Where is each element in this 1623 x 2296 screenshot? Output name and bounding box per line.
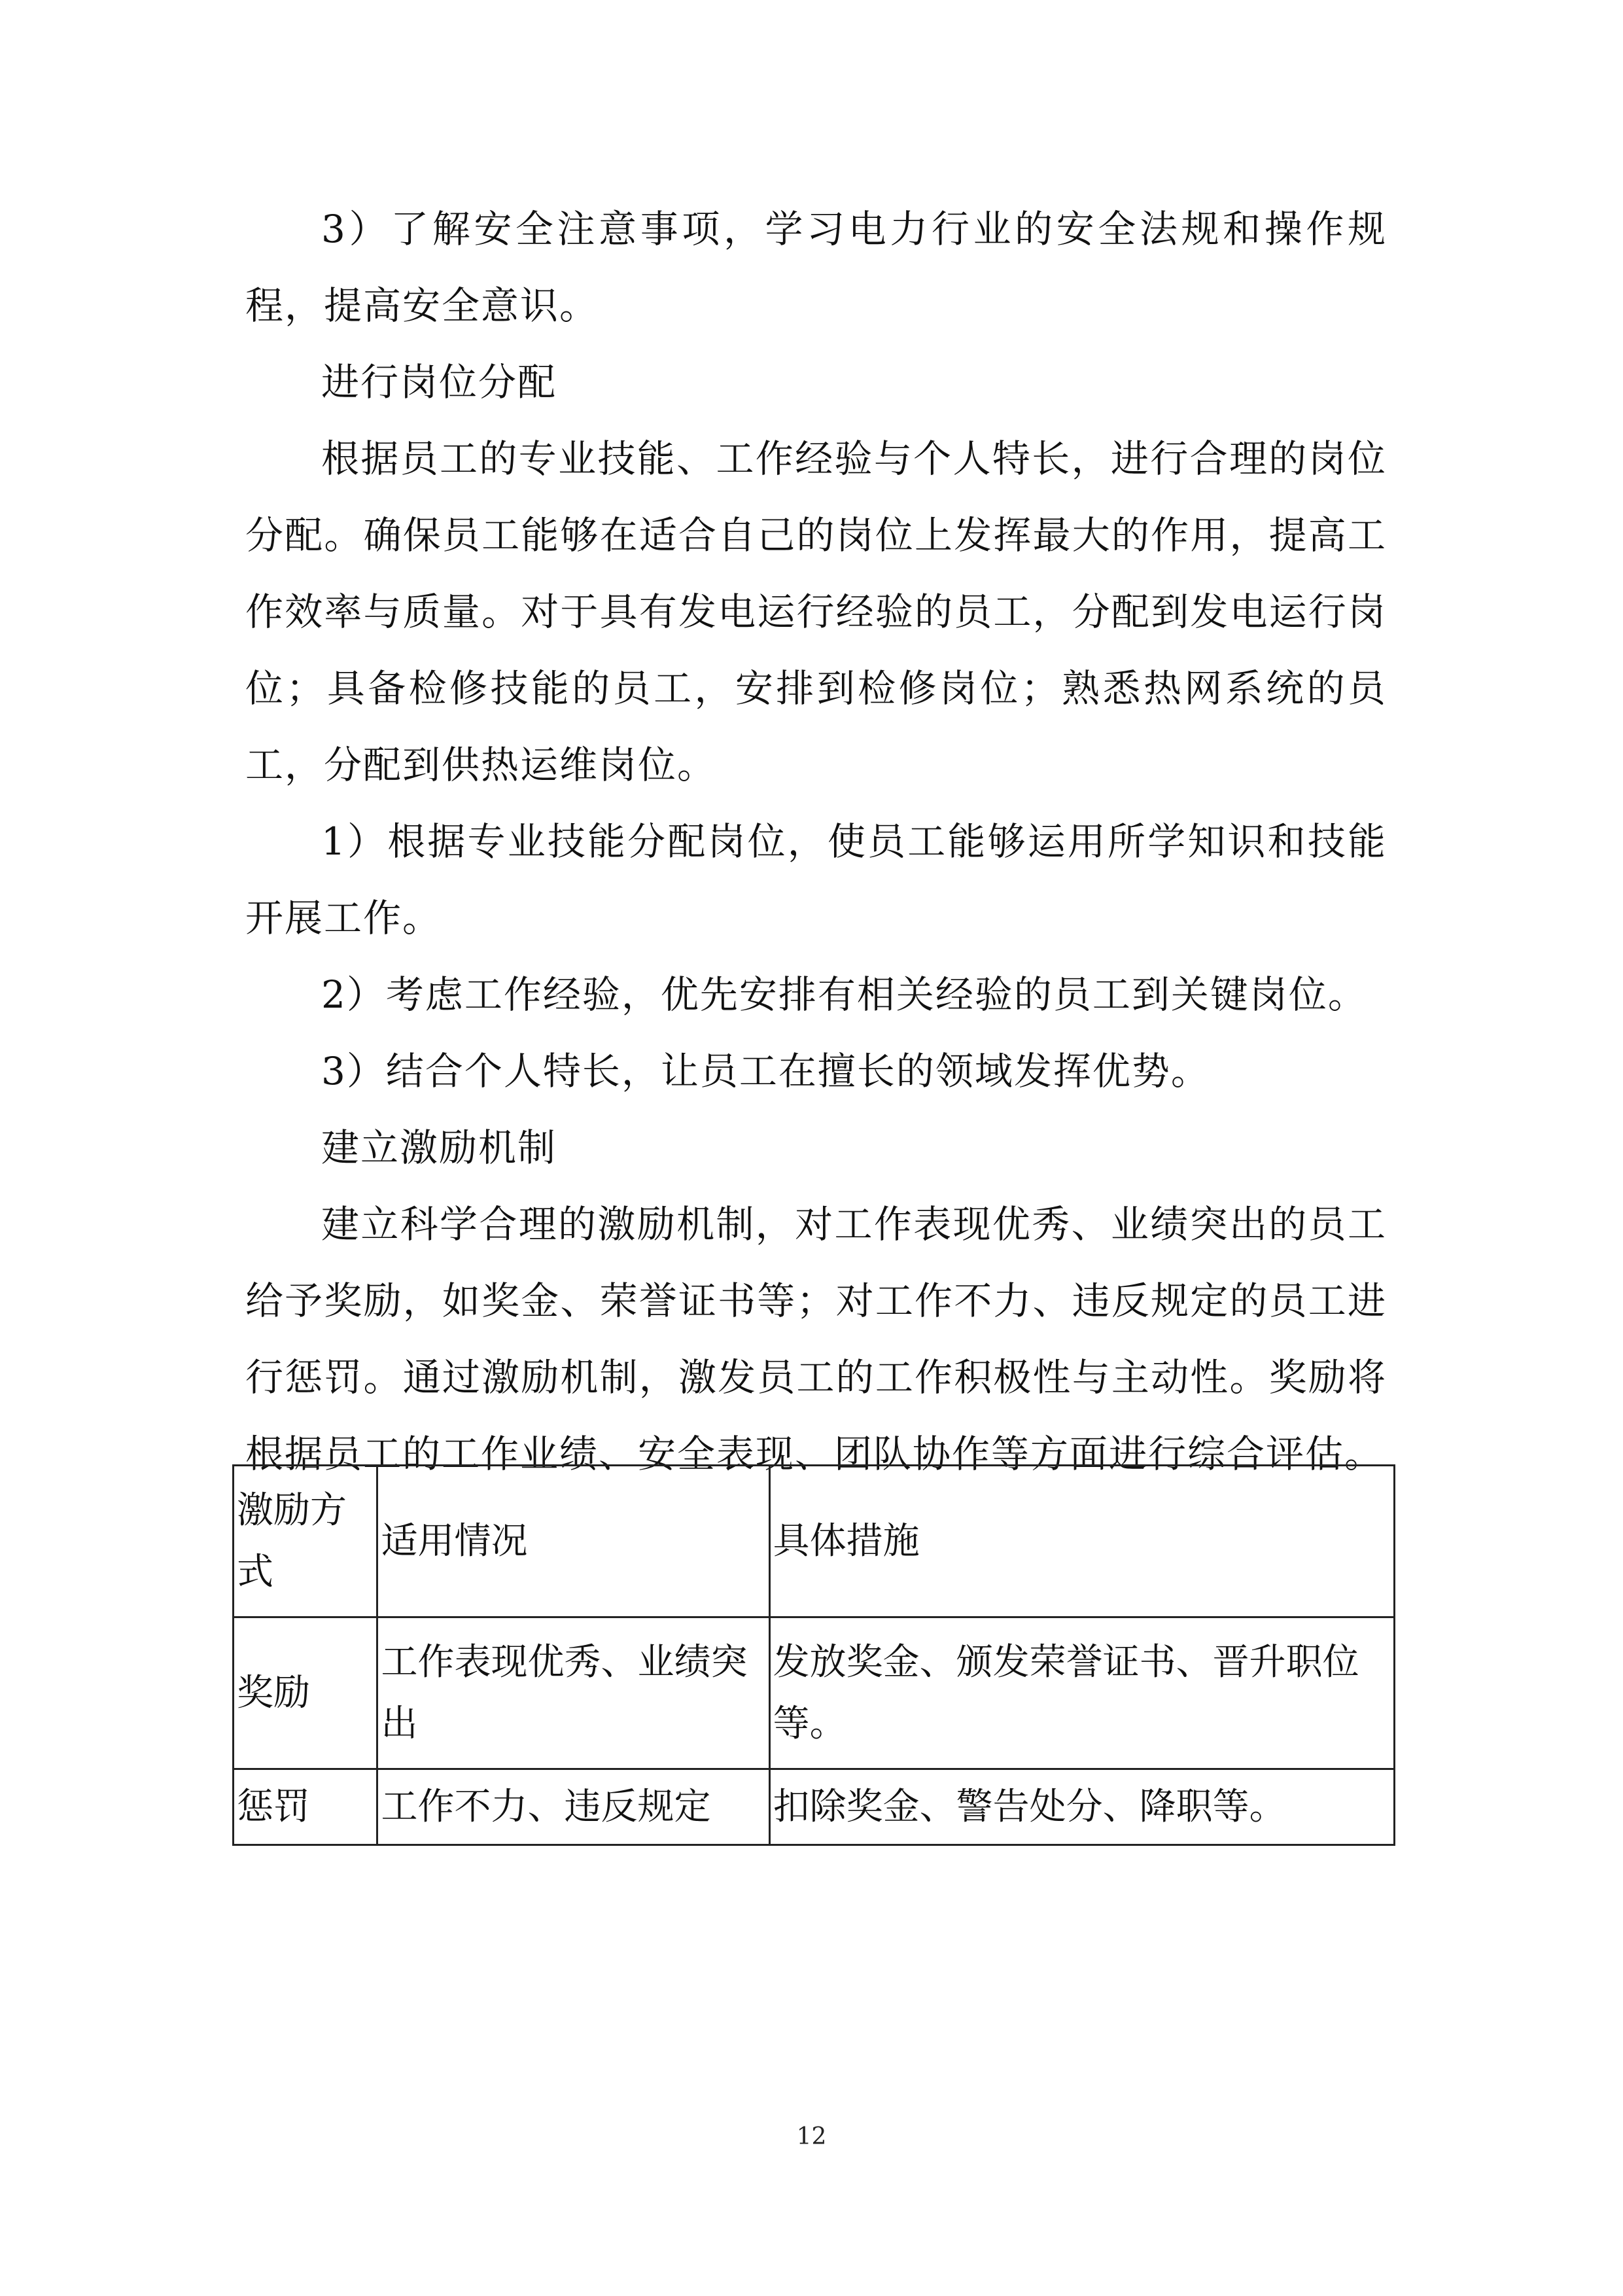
page-number: 12 bbox=[796, 2123, 827, 2150]
table-header-row bbox=[234, 1466, 1395, 1617]
table-row bbox=[234, 1769, 1395, 1845]
incentive-table bbox=[232, 1464, 1395, 1846]
table-header-cell: 具体措施 bbox=[769, 1466, 1394, 1617]
table-cell: 惩罚 bbox=[234, 1769, 377, 1845]
table-row bbox=[234, 1617, 1395, 1769]
table-cell: 发放奖金、颁发荣誉证书、晋升职位等。 bbox=[769, 1617, 1394, 1769]
table-cell: 扣除奖金、警告处分、降职等。 bbox=[769, 1769, 1394, 1845]
table-header-cell: 激励方式 bbox=[234, 1466, 377, 1617]
table-cell: 奖励 bbox=[234, 1617, 377, 1769]
paragraph-incentive-mechanism: 建立科学合理的激励机制，对工作表现优秀、业绩突出的员工给予奖励，如奖金、荣誉证书等；对工作不力、违反规定的员工进行惩罚。通过激励机制，激发员工的工作积极性与主动性。奖励将根据员工的工作业绩、安全表现、团队协作等方面进行综合评估。 bbox=[245, 1202, 1387, 1476]
paragraph-safety-note: 3）了解安全注意事项，学习电力行业的安全法规和操作规程，提高安全意识。 bbox=[245, 207, 1387, 328]
table-cell: 工作表现优秀、业绩突出 bbox=[377, 1617, 769, 1769]
document-body bbox=[245, 191, 1387, 1492]
paragraph-skill-assignment: 1）根据专业技能分配岗位，使员工能够运用所学知识和技能开展工作。 bbox=[245, 819, 1387, 940]
table-cell: 工作不力、违反规定 bbox=[377, 1769, 769, 1845]
paragraph-experience-assignment: 2）考虑工作经验，优先安排有相关经验的员工到关键岗位。 bbox=[321, 972, 1367, 1017]
table-header-cell: 适用情况 bbox=[377, 1466, 769, 1617]
heading-incentive-mechanism: 建立激励机制 bbox=[321, 1125, 557, 1170]
paragraph-position-assignment: 根据员工的专业技能、工作经验与个人特长，进行合理的岗位分配。确保员工能够在适合自己的岗位上发挥最大的作用，提高工作效率与质量。对于具有发电运行经验的员工，分配到发电运行岗位；具备检修技能的员工，安排到检修岗位；熟悉热网系统的员工，分配到供热运维岗位。 bbox=[245, 436, 1387, 787]
heading-position-assignment: 进行岗位分配 bbox=[321, 360, 557, 404]
paragraph-strength-assignment: 3）结合个人特长，让员工在擅长的领域发挥优势。 bbox=[321, 1049, 1210, 1093]
